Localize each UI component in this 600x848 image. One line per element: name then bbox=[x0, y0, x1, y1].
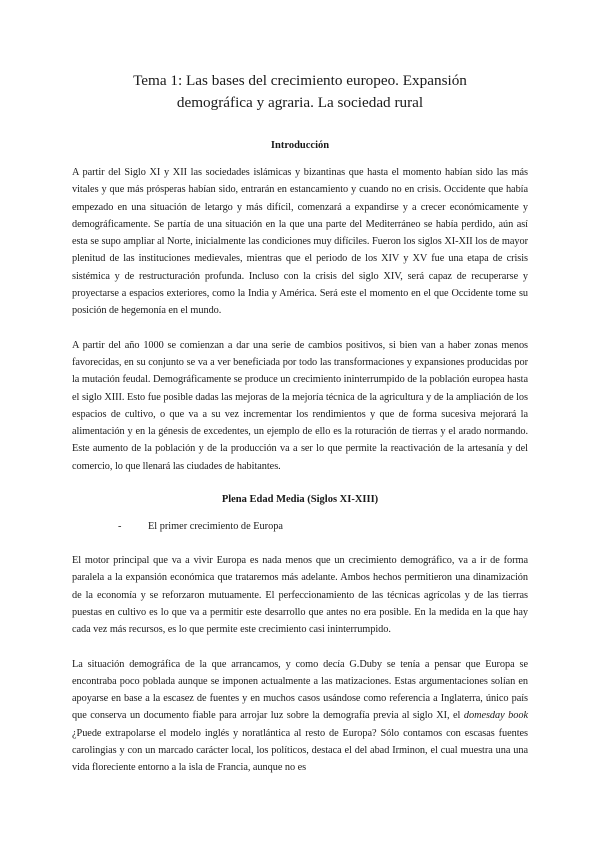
section-heading: Plena Edad Media (Siglos XI-XIII) bbox=[221, 494, 379, 506]
subsection-title: El primer crecimiento de Europa bbox=[148, 521, 283, 533]
section-paragraph-2-part-2: ¿Puede extrapolarse el modelo inglés y noratlántica al resto de Europa? Sólo contamos con escasas fuentes carolingias y con un marcado carácter local, los políticos, destaca el del abad Irminon, el cual muestra una una vida floreciente entorno a la isla de Francia, aunque no es bbox=[72, 727, 528, 774]
section-paragraph-1: El motor principal que va a vivir Europa es nada menos que un crecimiento demográfico, va a ir de forma paralela a la expansión económica que trataremos más adelante. Ambos hechos permitieron una dinamización de la economía y se reforzaron mutuamente. El perfeccionamiento de las técnicas agrícolas y de las tierras puestas en cultivo es lo que va a permitir este desarrollo que antes no era posible. En la medida en la que hay cada vez más recursos, es lo que permite este crecimiento casi ininterrumpido. bbox=[72, 555, 528, 636]
domesday-book-title: domesday book bbox=[463, 710, 528, 722]
subsection-item bbox=[72, 518, 528, 535]
intro-paragraph-1: A partir del Siglo XI y XII las sociedades islámicas y bizantinas que hasta el momento habían sido las más vitales y que más prósperas habían sido, entrarán en estancamiento y cuando no en crisis. Occidente que había empezado en una situación de letargo y más difícil, comenzará a expandirse y a crecer económicamente y demográficamente. Se partía de una situación en la que una parte del Mediterráneo se había perdido, aún así esta se supo ampliar al Norte, inicialmente las condiciones muy difíciles. Fueron los siglos XI-XII los de mayor plenitud de las instituciones medievales, mientras que el periodo de los XIV y XV fue una etapa de crisis sistémica y de restructuración profunda. Incluso con la crisis del siglo XIV, será capaz de recuperarse y proyectarse a espacios exteriores, como la India y América. Será este el momento en el que Occidente tome su posición de hegemonía en el mundo. bbox=[72, 167, 528, 317]
intro-heading: Introducción bbox=[270, 140, 330, 151]
section-paragraph-2 bbox=[72, 656, 528, 777]
document-title-line-2: demográfica y agraria. La sociedad rural bbox=[176, 94, 424, 111]
section-paragraph-2-part-1: La situación demográfica de la que arrancamos, y como decía G.Duby se tenía a pensar que Europa se encontraba poco poblada aunque se imponen actualmente a las matizaciones. Estas argumentaciones solían en apoyarse en base a la escasez de fuentes y en muchos casos usándose como referencia a Inglaterra, único país que conserva un documento fiable para arrojar luz sobre la demografía previa al siglo XI, el bbox=[72, 658, 528, 722]
subsection-dash: - bbox=[118, 521, 122, 533]
document-title bbox=[72, 70, 528, 114]
intro-paragraph-2: A partir del año 1000 se comienzan a dar una serie de cambios positivos, si bien van a haber zonas menos favorecidas, en su conjunto se va a ver beneficiada por todo las transformaciones y expansiones producidas por la mutación feudal. Demográficamente se produce un crecimiento ininterrumpido de la población europea hasta el siglo XIII. Esto fue posible dadas las mejoras de la mejoría técnica de la agricultura y de la ampliación de los espacios de cultivo, o que va a su vez incrementar los rendimientos y que de forma sucesiva mejorará la alimentación y en la génesis de excedentes, un ejemplo de ello es la roturación de tierras y el arado normando. Este aumento de la población y de la producción va a ser lo que permite la reactivación de la artesanía y del comercio, lo que llenará las ciudades de habitantes. bbox=[72, 339, 528, 472]
document-page bbox=[72, 70, 528, 794]
document-title-line-1: Tema 1: Las bases del crecimiento europeo. Expansión bbox=[133, 72, 467, 89]
